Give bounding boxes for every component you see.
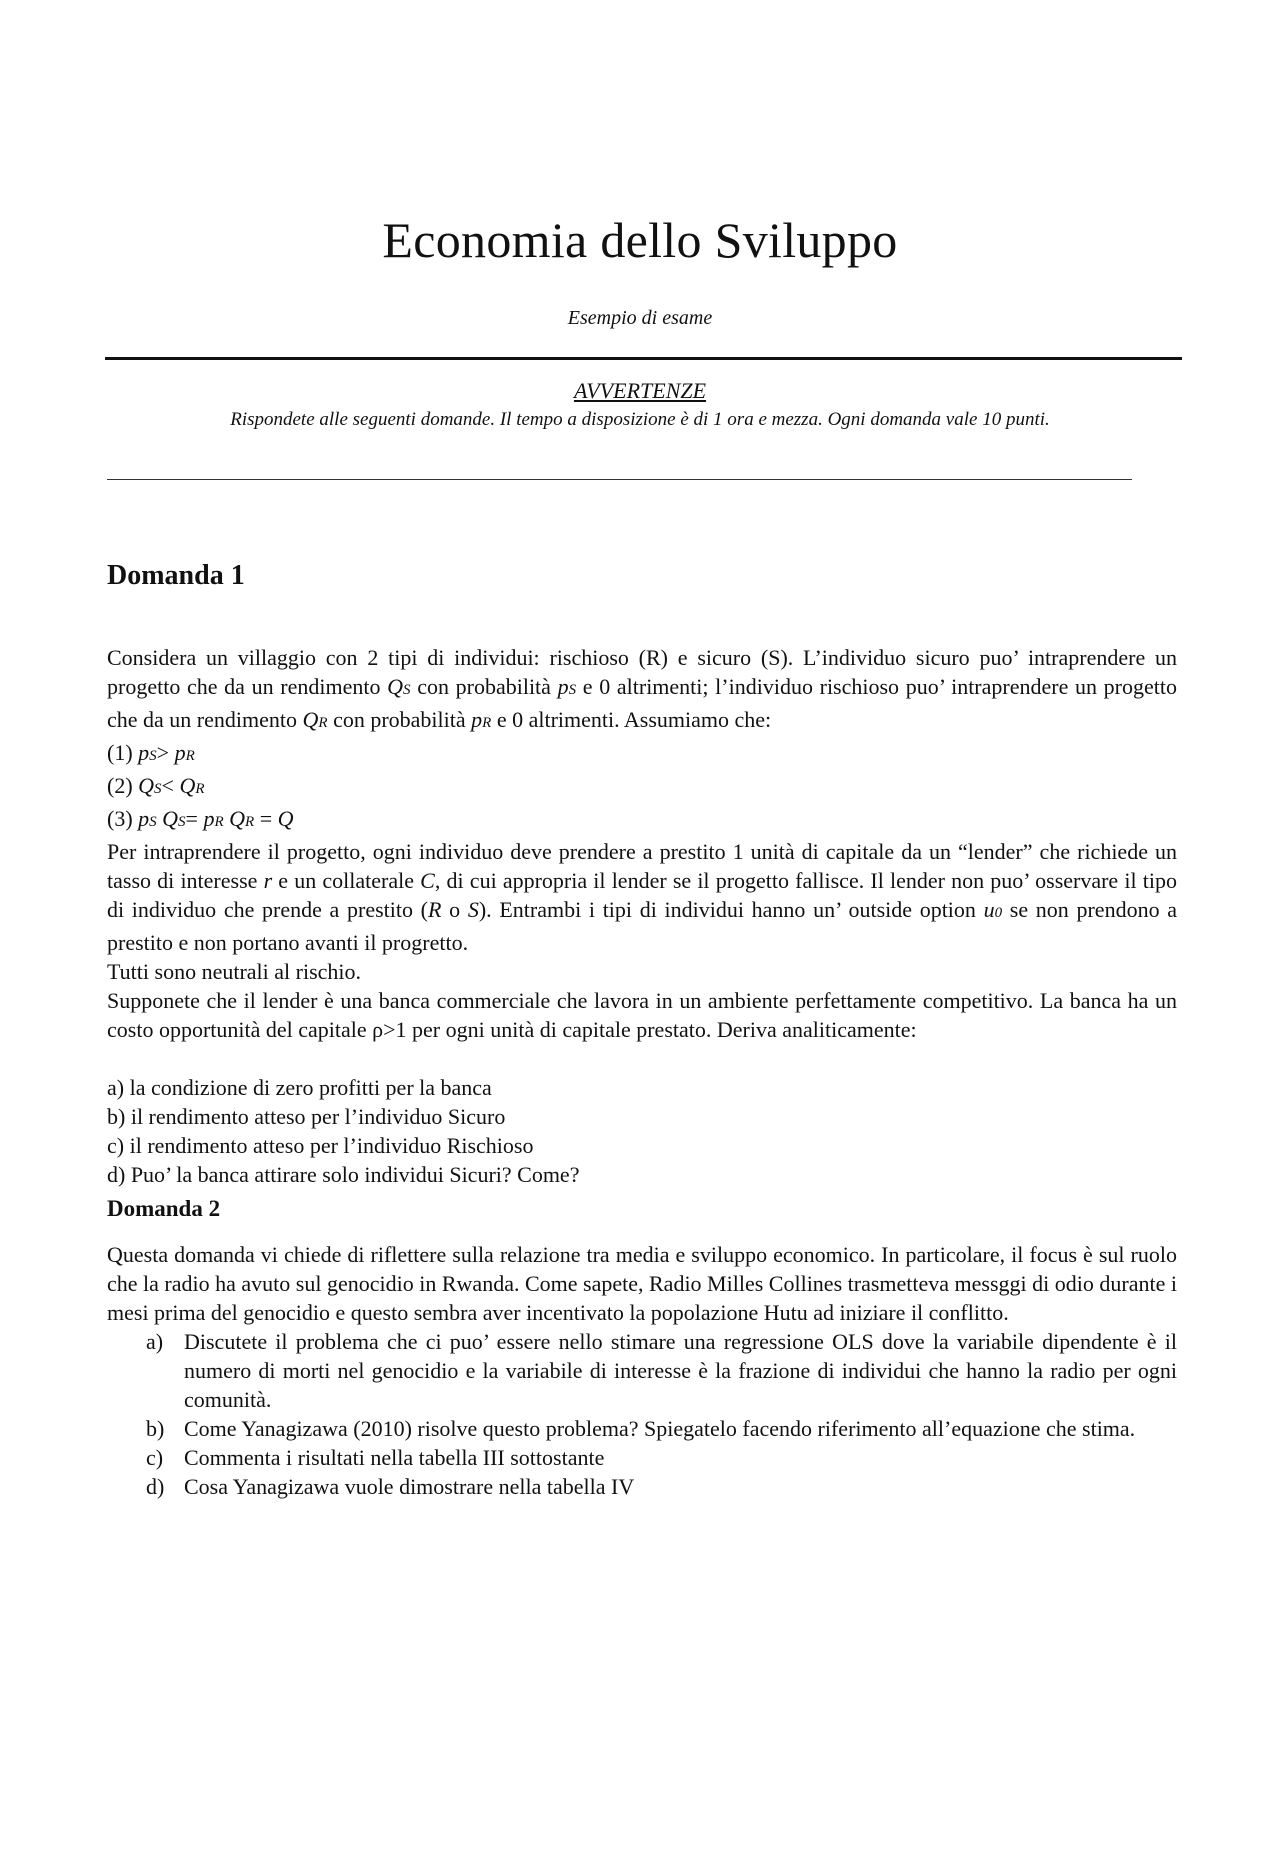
- list-item-text: Commenta i risultati nella tabella III sottostante: [184, 1445, 605, 1470]
- warnings-title: AVVERTENZE: [573, 378, 707, 403]
- question-2-item-d: [107, 1472, 1177, 1501]
- list-item-text: Come Yanagizawa (2010) risolve questo problema? Spiegatelo facendo riferimento all’equazione che stima.: [184, 1416, 1136, 1441]
- list-marker: b): [146, 1416, 165, 1441]
- page-subtitle: Esempio di esame: [567, 307, 713, 329]
- question-2-list: [107, 1327, 1177, 1501]
- question-2-intro: Questa domanda vi chiede di riflettere sulla relazione tra media e sviluppo economico. In particolare, il focus è sul ruolo che la radio ha avuto sul genocidio in Rwanda. Come sapete, Radio Milles Collines trasmetteva messggi di odio durante i mesi prima del genocidio e questo sembra aver incentivato la popolazione Hutu ad iniziare il conflitto.: [107, 1242, 1177, 1325]
- question-1-item-d: d) Puo’ la banca attirare solo individui Sicuri? Come?: [107, 1162, 580, 1187]
- assumption-3: (3) pS QS= pR QR = Q: [107, 806, 294, 831]
- question-1-item-a: a) la condizione di zero profitti per la banca: [107, 1075, 492, 1100]
- question-1-paragraph-1: Considera un villaggio con 2 tipi di individui: rischioso (R) e sicuro (S). L’individuo sicuro puo’ intraprendere un progetto che da un rendimento QS con probabilità pS e 0 altrimenti; l’individuo rischioso puo’ intraprendere un progetto che da un rendimento QR con probabilità pR e 0 altrimenti. Assumiamo che:: [107, 645, 1177, 732]
- assumption-2: (2) QS< QR: [107, 773, 205, 798]
- question-2-item-b: [107, 1414, 1177, 1443]
- spacer: [107, 1044, 1177, 1073]
- question-1-heading: Domanda 1: [107, 560, 245, 591]
- question-1-paragraph-3: Tutti sono neutrali al rischio.: [107, 959, 362, 984]
- question-2-item-a: [107, 1327, 1177, 1414]
- warnings-divider: [107, 479, 1132, 480]
- list-marker: c): [146, 1445, 164, 1470]
- question-1-paragraph-2: Per intraprendere il progetto, ogni individuo deve prendere a prestito 1 unità di capitale da un “lender” che richiede un tasso di interesse r e un collaterale C, di cui appropria il lender se il progetto fallisce. Il lender non puo’ osservare il tipo di individuo che prende a prestito (R o S). Entrambi i tipi di individui hanno un’ outside option u0 se non prendono a prestito e non portano avanti il progretto.: [107, 839, 1178, 955]
- list-marker: d): [146, 1474, 165, 1499]
- question-1-paragraph-4: Supponete che il lender è una banca commerciale che lavora in un ambiente perfettamente competitivo. La banca ha un costo opportunità del capitale ρ>1 per ogni unità di capitale prestato. Deriva analiticamente:: [107, 988, 1177, 1042]
- assumption-1: (1) pS> pR: [107, 740, 195, 765]
- warnings-text: Rispondete alle seguenti domande. Il tempo a disposizione è di 1 ora e mezza. Ogni domanda vale 10 punti.: [230, 409, 1050, 430]
- question-1-item-c: c) il rendimento atteso per l’individuo Rischioso: [107, 1133, 534, 1158]
- question-2-body: [107, 1240, 1177, 1501]
- header-divider: [105, 357, 1182, 360]
- question-2-heading: Domanda 2: [107, 1196, 221, 1221]
- question-2-item-c: [107, 1443, 1177, 1472]
- list-item-text: Discutete il problema che ci puo’ essere nello stimare una regressione OLS dove la variabile dipendente è il numero di morti nel genocidio e la variabile di interesse è la frazione di individui che hanno la radio per ogni comunità.: [184, 1329, 1177, 1412]
- question-1-body: [107, 643, 1177, 1189]
- list-item-text: Cosa Yanagizawa vuole dimostrare nella tabella IV: [184, 1474, 635, 1499]
- question-1-item-b: b) il rendimento atteso per l’individuo Sicuro: [107, 1104, 506, 1129]
- list-marker: a): [146, 1329, 164, 1354]
- page-title: Economia dello Sviluppo: [382, 212, 898, 268]
